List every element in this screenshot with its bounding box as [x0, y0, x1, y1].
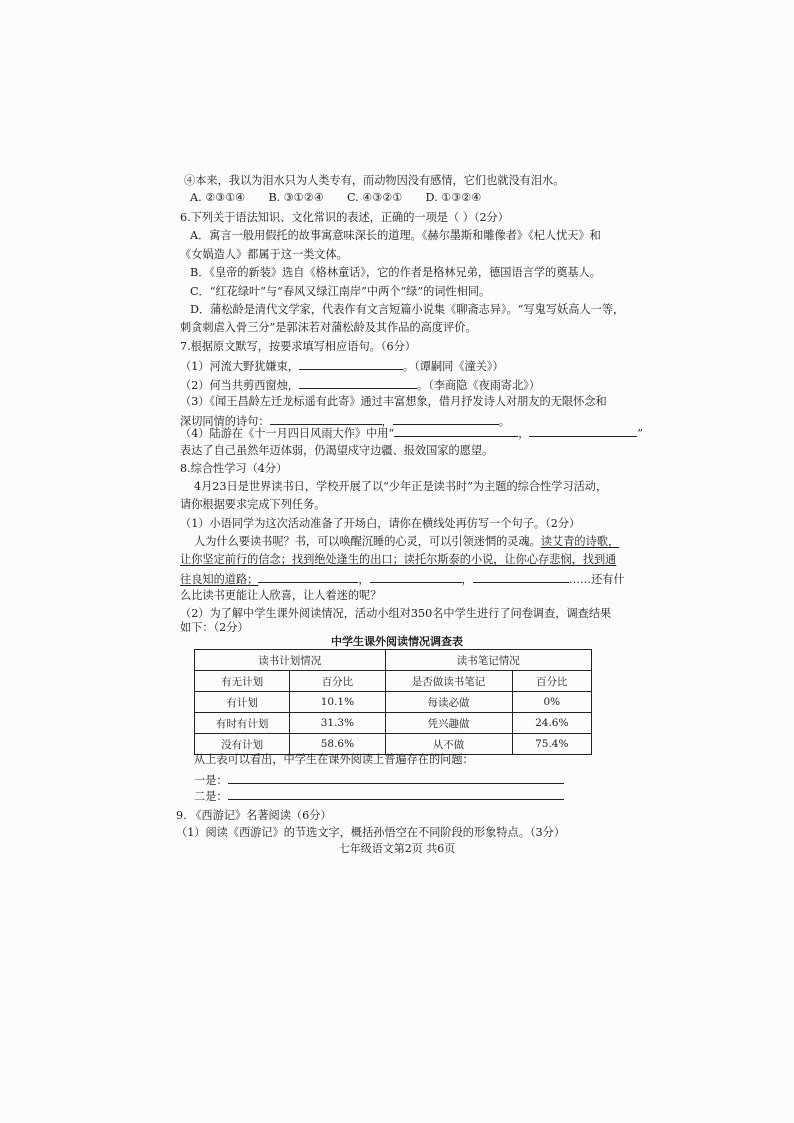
q7-line4b: 表达了自己虽然年迈体弱，仍渴望戍守边疆、报效国家的愿望。: [180, 444, 494, 457]
table-header: 有无计划: [195, 671, 290, 692]
q7-blank-4b[interactable]: [529, 424, 637, 437]
q5-option-d: D. ①③②④: [425, 191, 482, 204]
q8-blank-1[interactable]: [258, 570, 358, 583]
table-header-row: [195, 671, 592, 692]
q6-option-d-line2: 刺贪刺虐入骨三分”是郭沫若对蒲松龄及其作品的高度评价。: [180, 321, 477, 334]
table-header: 是否做读书笔记: [385, 671, 512, 692]
table-cell: 58.6%: [290, 734, 385, 755]
q6-option-c: C．“红花绿叶”与“春风又绿江南岸”中两个“绿”的词性相同。: [190, 285, 491, 298]
q9-sub1: （1）阅读《西游记》的节选文字，概括孙悟空在不同阶段的形象特点。（3分）: [176, 826, 566, 839]
table-group-row: [195, 650, 592, 671]
q8-para4: 么比读书更能让人欣喜，让人着迷的呢？: [180, 589, 382, 602]
survey-table-title: 中学生课外阅读情况调查表: [331, 635, 463, 648]
table-cell: 24.6%: [512, 713, 591, 734]
table-cell: 75.4%: [512, 734, 591, 755]
q7-line1: （1）河流大野犹嫌束， 。（谭嗣同《潼关》）: [180, 357, 504, 374]
table-cell: 有时有计划: [195, 713, 290, 734]
q8-blank-2[interactable]: [370, 570, 462, 583]
table-header: 百分比: [290, 671, 385, 692]
table-cell: 凭兴趣做: [385, 713, 512, 734]
q5-option-b: B. ③①②④: [268, 191, 324, 204]
table-header: 百分比: [512, 671, 591, 692]
q8-answer-one: 一是：: [194, 771, 564, 788]
q8-blank-3[interactable]: [473, 570, 569, 583]
q5-option-c: C. ④③②①: [347, 191, 403, 204]
table-cell: 有计划: [195, 692, 290, 713]
table-cell: 从不做: [385, 734, 512, 755]
table-cell: 31.3%: [290, 713, 385, 734]
q7-line3b: 深切同情的诗句： ， 。: [180, 412, 510, 429]
q7-stem: 7.根据原文默写，按要求填写相应语句。（6分）: [180, 340, 416, 353]
q8-answer-two: 二是：: [194, 787, 564, 804]
q8-para2: 让你坚定前行的信念；找到绝处逢生的出口；读托尔斯泰的小说，让你心存悲悯，找到通: [180, 553, 617, 566]
q7-blank-1[interactable]: [299, 357, 403, 370]
q6-stem: 6.下列关于语法知识、文化常识的表述，正确的一项是（ ）（2分）: [180, 211, 509, 224]
table-cell: 没有计划: [195, 734, 290, 755]
q8-para1: 人为什么要读书呢？书，可以唤醒沉睡的心灵，可以引领迷惘的灵魂。读艾青的诗歌，: [194, 535, 620, 548]
survey-table: [194, 649, 592, 755]
q7-line2: （2）何当共剪西窗烛， 。（李商隐《夜雨寄北》）: [180, 376, 540, 393]
q7-blank-2[interactable]: [299, 376, 417, 389]
table-cell: 每读必做: [385, 692, 512, 713]
q6-option-b: B．《皇帝的新装》选自《格林童话》，它的作者是格林兄弟，德国语言学的奠基人。: [190, 266, 601, 279]
table-row: [195, 713, 592, 734]
q7-line3: （3）《闻王昌龄左迁龙标遥有此寄》通过丰富想象，借月抒发诗人对朋友的无限怀念和: [180, 395, 607, 408]
table-cell: 0%: [512, 692, 591, 713]
q8-sub2-line2: 如下：（2分）: [180, 621, 249, 634]
table-row: [195, 692, 592, 713]
q5-options: [190, 190, 481, 205]
q5-item4: ④本来，我以为泪水只为人类专有，而动物因没有感情，它们也就没有泪水。: [184, 174, 565, 187]
q8-stem: 8.综合性学习（4分）: [180, 462, 288, 475]
table-group-notes: 读书笔记情况: [385, 650, 591, 671]
q7-blank-4a[interactable]: [394, 424, 518, 437]
page-footer: 七年级语文第2页 共6页: [338, 842, 456, 855]
q6-option-a-line1: A．寓言一般用假托的故事寓意味深长的道理。《赫尔墨斯和雕像者》《杞人忧天》和: [190, 229, 601, 242]
table-cell: 10.1%: [290, 692, 385, 713]
q9-stem: 9. 《西游记》名著阅读（6分）: [176, 809, 332, 822]
q8-intro-line1: 4月23日是世界读书日，学校开展了以“少年正是读书时”为主题的综合性学习活动，: [194, 480, 608, 493]
q8-sub2-line1: （2）为了解中学生课外阅读情况，活动小组对350名中学生进行了问卷调查，调查结果: [180, 607, 612, 620]
q7-line4: （4）陆游在《十一月四日风雨大作》中用“ ， ”: [180, 424, 643, 441]
q6-option-a-line2: 《女娲造人》都属于这一类文体。: [180, 248, 348, 261]
q8-answer-one-blank[interactable]: [228, 771, 564, 784]
q8-answer-two-blank[interactable]: [228, 787, 564, 800]
q8-intro-line2: 请你根据要求完成下列任务。: [180, 498, 326, 511]
q8-sub1: （1）小语同学为这次活动准备了开场白，请你在横线处再仿写一个句子。（2分）: [180, 517, 581, 530]
q8-para3: 往良知的道路； ， ， ……还有什: [180, 570, 625, 587]
q8-conclusion: 从上表可以看出，中学生在课外阅读上普遍存在的问题：: [194, 753, 474, 766]
q5-option-a: A. ②③①④: [190, 191, 246, 204]
q6-option-d-line1: D．蒲松龄是清代文学家，代表作有文言短篇小说集《聊斋志异》。“写鬼写妖高人一等，: [190, 303, 625, 316]
table-group-plan: 读书计划情况: [195, 650, 386, 671]
